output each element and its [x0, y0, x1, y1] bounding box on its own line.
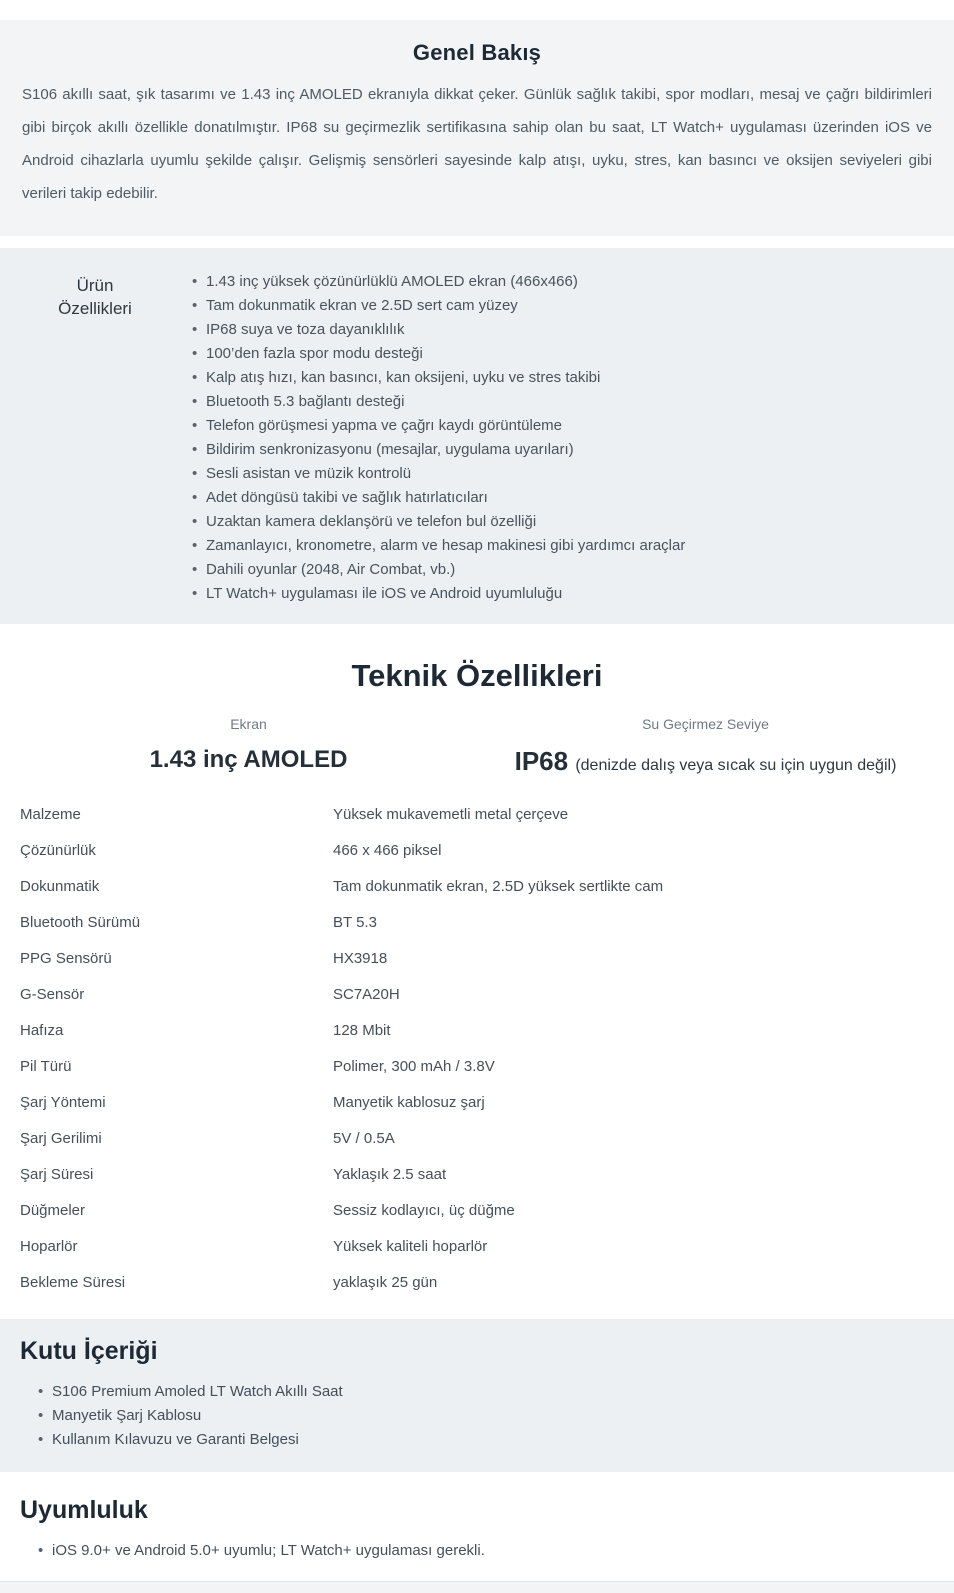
feature-item: • Uzaktan kamera deklanşörü ve telefon bul özelliği [190, 510, 934, 534]
tech-specs-section [0, 624, 954, 1311]
spec-label: Bluetooth Sürümü [20, 914, 141, 931]
box-item: • S106 Premium Amoled LT Watch Akıllı Saat [36, 1380, 934, 1404]
feature-item: • Tam dokunmatik ekran ve 2.5D sert cam yüzey [190, 294, 934, 318]
highlight-display-value: 1.43 inç AMOLED [149, 746, 348, 773]
box-contents-title: Kutu İçeriği [20, 1337, 158, 1365]
feature-item: • Zamanlayıcı, kronometre, alarm ve hesap makinesi gibi yardımcı araçlar [190, 534, 934, 558]
spec-label: Bekleme Süresi [20, 1274, 126, 1291]
spec-label: Dokunmatik [20, 878, 100, 895]
spec-value: 466 x 466 piksel [333, 842, 442, 859]
compat-item: • iOS 9.0+ ve Android 5.0+ uyumlu; LT Watch+ uygulaması gerekli. [36, 1539, 934, 1563]
feature-item: • IP68 suya ve toza dayanıklılık [190, 318, 934, 342]
spec-value: Polimer, 300 mAh / 3.8V [333, 1058, 495, 1075]
waterproof-note: (denizde dalış veya sıcak su için uygun değil) [575, 757, 897, 774]
overview-paragraph: S106 akıllı saat, şık tasarımı ve 1.43 inç AMOLED ekranıyla dikkat çeker. Günlük sağlık takibi, spor modları, mesaj ve çağrı bildirimleri gibi birçok akıllı özellikle donatılmıştır. IP68 su geçirmezlik sertifikasına sahip olan bu saat, LT Watch+ uygulaması üzerinden iOS ve Android cihazlarla uyumlu şekilde çalışır. Gelişmiş sensörleri sayesinde kalp atışı, uyku, stres, kan basıncı ve oksijen seviyeleri gibi verileri takip edebilir. [22, 86, 932, 202]
spec-label: G-Sensör [20, 986, 85, 1003]
spec-row [20, 905, 934, 941]
spec-row [20, 1049, 934, 1085]
feature-item: • LT Watch+ uygulaması ile iOS ve Android uyumluluğu [190, 582, 934, 606]
spec-value: Yüksek mukavemetli metal çerçeve [333, 806, 569, 823]
spec-value: Yüksek kaliteli hoparlör [333, 1238, 488, 1255]
box-contents-list [20, 1380, 934, 1452]
overview-section [0, 20, 954, 236]
spec-row [20, 1229, 934, 1265]
compatibility-title: Uyumluluk [20, 1496, 148, 1524]
spec-value: SC7A20H [333, 986, 400, 1003]
spec-label: PPG Sensörü [20, 950, 112, 967]
spec-label: Pil Türü [20, 1058, 72, 1075]
next-section-divider [0, 1581, 954, 1593]
spec-value: HX3918 [333, 950, 388, 967]
box-item: • Manyetik Şarj Kablosu [36, 1404, 934, 1428]
features-section [0, 248, 954, 624]
feature-item: • Bluetooth 5.3 bağlantı desteği [190, 390, 934, 414]
spec-highlights [20, 716, 934, 777]
spec-row [20, 1157, 934, 1193]
features-list [190, 270, 934, 606]
spec-value: BT 5.3 [333, 914, 377, 931]
feature-item: • 100’den fazla spor modu desteği [190, 342, 934, 366]
spec-row [20, 797, 934, 833]
compatibility-list [20, 1539, 934, 1563]
feature-item: • Dahili oyunlar (2048, Air Combat, vb.) [190, 558, 934, 582]
spec-value: Yaklaşık 2.5 saat [333, 1166, 447, 1183]
spec-value: yaklaşık 25 gün [333, 1274, 438, 1291]
highlight-display-label: Ekran [230, 716, 267, 732]
spec-label: Malzeme [20, 806, 81, 823]
feature-item: • Bildirim senkronizasyonu (mesajlar, uygulama uyarıları) [190, 438, 934, 462]
features-title: Ürün Özellikleri [58, 276, 132, 318]
highlight-waterproof-value [477, 746, 934, 777]
spec-row [20, 1085, 934, 1121]
feature-item: • Sesli asistan ve müzik kontrolü [190, 462, 934, 486]
box-contents-section [0, 1319, 954, 1472]
spec-value: Sessiz kodlayıcı, üç düğme [333, 1202, 515, 1219]
waterproof-rating: IP68 [514, 746, 569, 776]
compatibility-section [0, 1472, 954, 1571]
highlight-waterproof [477, 716, 934, 777]
overview-title: Genel Bakış [412, 40, 542, 65]
spec-row [20, 941, 934, 977]
spec-label: Şarj Süresi [20, 1166, 94, 1183]
tech-specs-title: Teknik Özellikleri [351, 658, 603, 693]
highlight-waterproof-label: Su Geçirmez Seviye [642, 716, 769, 732]
spec-table [20, 797, 934, 1301]
spec-row [20, 1193, 934, 1229]
feature-item: • Telefon görüşmesi yapma ve çağrı kaydı görüntüleme [190, 414, 934, 438]
spec-label: Şarj Yöntemi [20, 1094, 106, 1111]
feature-item: • Kalp atış hızı, kan basıncı, kan oksijeni, uyku ve stres takibi [190, 366, 934, 390]
spec-row [20, 869, 934, 905]
feature-item: • Adet döngüsü takibi ve sağlık hatırlatıcıları [190, 486, 934, 510]
spec-row [20, 977, 934, 1013]
spec-value: Tam dokunmatik ekran, 2.5D yüksek sertlikte cam [333, 878, 664, 895]
spec-row [20, 1121, 934, 1157]
spec-row [20, 1265, 934, 1301]
spec-label: Düğmeler [20, 1202, 86, 1219]
spec-label: Hafıza [20, 1022, 64, 1039]
spec-value: 128 Mbit [333, 1022, 391, 1039]
spec-row [20, 1013, 934, 1049]
spec-label: Hoparlör [20, 1238, 78, 1255]
spec-row [20, 833, 934, 869]
spec-label: Çözünürlük [20, 842, 96, 859]
spec-label: Şarj Gerilimi [20, 1130, 102, 1147]
spec-value: Manyetik kablosuz şarj [333, 1094, 485, 1111]
highlight-display [20, 716, 477, 777]
feature-item: • 1.43 inç yüksek çözünürlüklü AMOLED ekran (466x466) [190, 270, 934, 294]
spec-value: 5V / 0.5A [333, 1130, 395, 1147]
box-item: • Kullanım Kılavuzu ve Garanti Belgesi [36, 1428, 934, 1452]
